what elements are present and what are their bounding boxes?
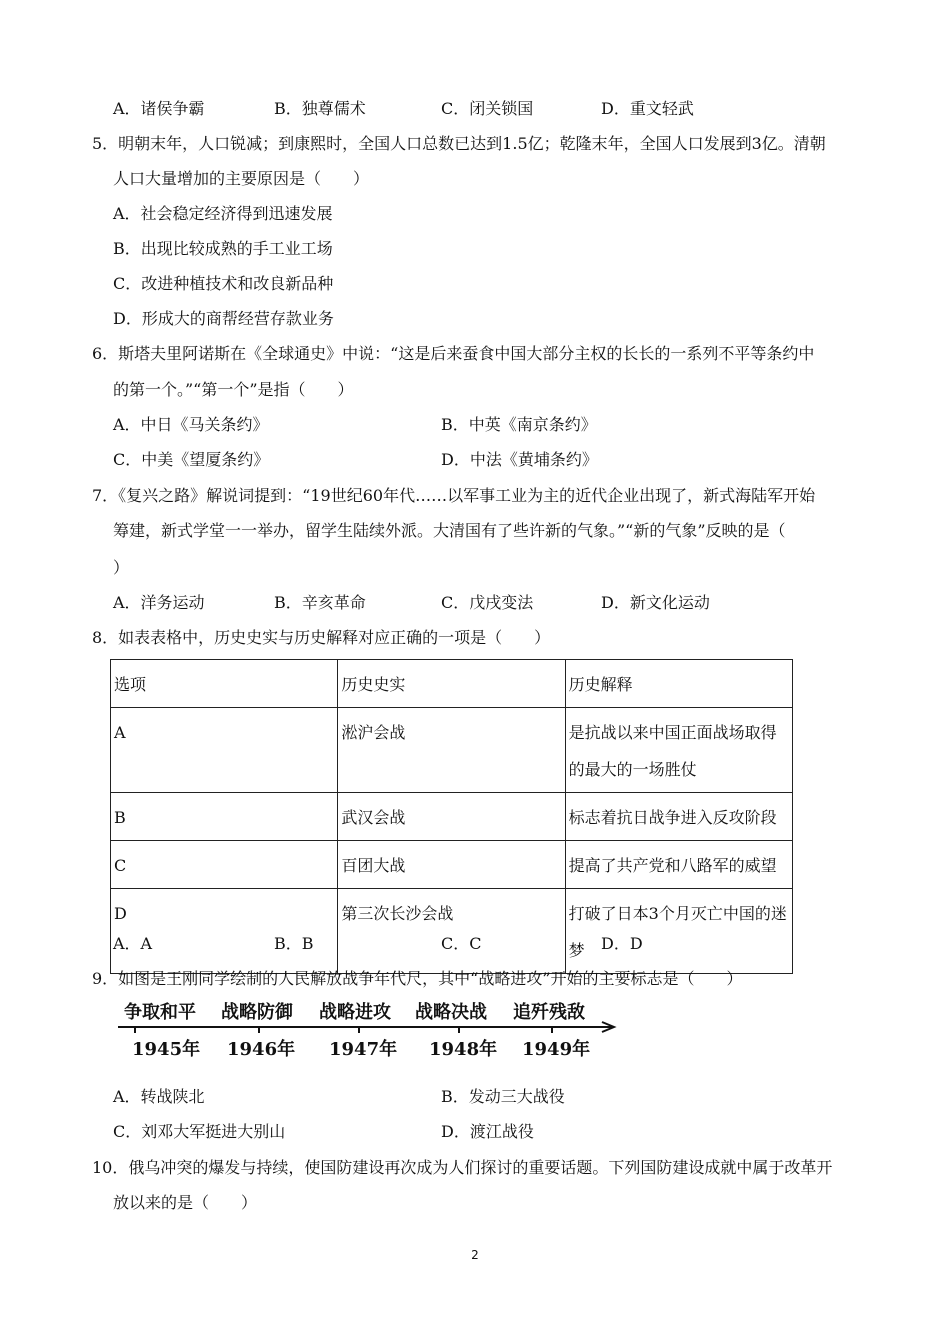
q9-stem: 9．如图是王刚同学绘制的人民解放战争年代尺，其中“战略进攻”开始的主要标志是（ ） xyxy=(92,969,743,988)
timeline-year: 1947年 xyxy=(329,1039,398,1060)
q8-stem: 8．如表表格中，历史史实与历史解释对应正确的一项是（ ） xyxy=(92,628,551,647)
q7-stem-line3: ） xyxy=(113,558,130,577)
q10-stem-line2: 放以来的是（ ） xyxy=(113,1193,258,1212)
row-explanation: 是抗战以来中国正面战场取得的最大的一场胜仗 xyxy=(565,708,792,793)
q6-stem-line2: 的第一个。”“第一个”是指（ ） xyxy=(113,380,354,399)
header-fact: 历史史实 xyxy=(338,660,565,708)
timeline-label: 战略防御 xyxy=(221,1002,293,1023)
q5-option-b: B．出现比较成熟的手工业工场 xyxy=(113,239,333,258)
row-option: D xyxy=(111,889,338,974)
q7-option-d: D．新文化运动 xyxy=(601,593,710,612)
timeline-year: 1945年 xyxy=(132,1039,201,1060)
q7-stem-line1: 7．《复兴之路》解说词提到：“19世纪60年代……以军事工业为主的近代企业出现了，新式海陆军开始 xyxy=(92,486,816,505)
table-row xyxy=(111,793,793,841)
row-fact: 武汉会战 xyxy=(338,793,565,841)
q4-option-a: A．诸侯争霸 xyxy=(113,99,205,118)
row-option: B xyxy=(111,793,338,841)
row-explanation: 标志着抗日战争进入反攻阶段 xyxy=(565,793,792,841)
table-header-row xyxy=(111,660,793,708)
row-fact: 淞沪会战 xyxy=(338,708,565,793)
timeline-label: 战略进攻 xyxy=(319,1002,391,1023)
table-row xyxy=(111,708,793,793)
q7-stem-line2: 筹建，新式学堂一一举办，留学生陆续外派。大清国有了些许新的气象。”“新的气象”反映的是（ xyxy=(113,521,786,540)
q7-option-c: C．戊戌变法 xyxy=(441,593,534,612)
q8-option-a: A．A xyxy=(113,934,153,953)
q7-option-a: A．洋务运动 xyxy=(113,593,205,612)
q4-option-b: B．独尊儒术 xyxy=(274,99,366,118)
q6-stem-line1: 6．斯塔夫里阿诺斯在《全球通史》中说：“这是后来蚕食中国大部分主权的长长的一系列不平等条约中 xyxy=(92,344,815,363)
row-fact: 第三次长沙会战 xyxy=(338,889,565,974)
row-option: C xyxy=(111,841,338,889)
q4-option-d: D．重文轻武 xyxy=(601,99,694,118)
q9-option-c: C．刘邓大军挺进大别山 xyxy=(113,1122,286,1141)
timeline-label: 争取和平 xyxy=(124,1002,196,1023)
q6-option-c: C．中美《望厦条约》 xyxy=(113,450,270,469)
row-option: A xyxy=(111,708,338,793)
q9-option-d: D．渡江战役 xyxy=(441,1122,534,1141)
header-option: 选项 xyxy=(111,660,338,708)
q8-option-d: D．D xyxy=(601,934,643,953)
liberation-war-timeline xyxy=(118,998,618,1064)
timeline-label: 战略决战 xyxy=(415,1002,487,1023)
q5-stem-line2: 人口大量增加的主要原因是（ ） xyxy=(113,169,370,188)
q5-option-c: C．改进种植技术和改良新品种 xyxy=(113,274,334,293)
timeline-year: 1946年 xyxy=(227,1039,296,1060)
q8-option-b: B．B xyxy=(274,934,314,953)
table-row xyxy=(111,841,793,889)
page-number: 2 xyxy=(471,1248,479,1262)
row-fact: 百团大战 xyxy=(338,841,565,889)
timeline-year: 1948年 xyxy=(429,1039,498,1060)
timeline-year: 1949年 xyxy=(522,1039,591,1060)
history-table xyxy=(110,659,793,974)
q6-option-d: D．中法《黄埔条约》 xyxy=(441,450,598,469)
q10-stem-line1: 10．俄乌冲突的爆发与持续，使国防建设再次成为人们探讨的重要话题。下列国防建设成就中属于改革开 xyxy=(92,1158,833,1177)
q9-option-b: B．发动三大战役 xyxy=(441,1087,565,1106)
q6-option-a: A．中日《马关条约》 xyxy=(113,415,269,434)
header-explanation: 历史解释 xyxy=(565,660,792,708)
q5-stem-line1: 5．明朝末年，人口锐减；到康熙时，全国人口总数已达到1.5亿；乾隆末年，全国人口发展到3亿。清朝 xyxy=(92,134,826,153)
q8-option-c: C．C xyxy=(441,934,482,953)
row-explanation: 提高了共产党和八路军的威望 xyxy=(565,841,792,889)
q5-option-a: A．社会稳定经济得到迅速发展 xyxy=(113,204,333,223)
q4-option-c: C．闭关锁国 xyxy=(441,99,534,118)
q9-option-a: A．转战陕北 xyxy=(113,1087,205,1106)
q5-option-d: D．形成大的商帮经营存款业务 xyxy=(113,309,334,328)
timeline-axis-arrow xyxy=(118,1020,618,1034)
table-row xyxy=(111,889,793,974)
q6-option-b: B．中英《南京条约》 xyxy=(441,415,597,434)
row-explanation: 打破了日本3个月灭亡中国的迷梦 xyxy=(565,889,792,974)
q7-option-b: B．辛亥革命 xyxy=(274,593,366,612)
timeline-label: 追歼残敌 xyxy=(513,1002,585,1023)
